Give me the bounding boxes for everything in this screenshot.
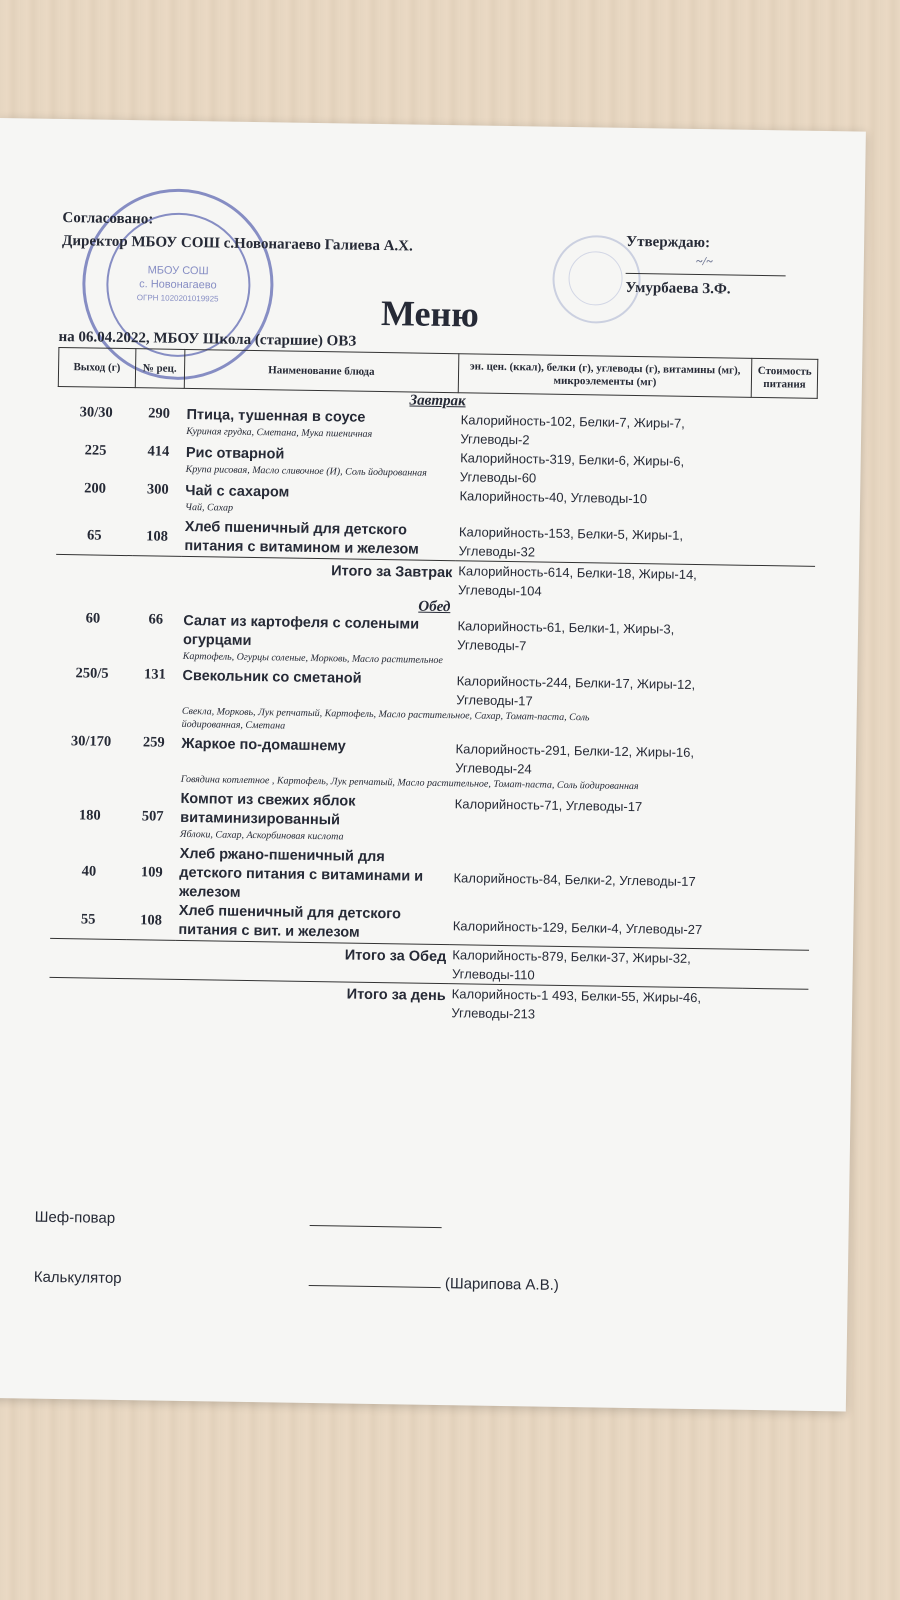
- item-output: 65: [86, 526, 102, 544]
- item-name: Салат из картофеля с солеными огурцами: [182, 612, 420, 650]
- item-cost: [749, 527, 815, 567]
- item-name-cell: [178, 735, 453, 777]
- chef-signature-row: [35, 1207, 442, 1232]
- item-ingredients: Крупа рисовая, Масло сливочное (И), Соль йодированная: [185, 463, 427, 479]
- spacer: [746, 714, 812, 745]
- item-recipe: 300: [146, 481, 169, 498]
- item-nutrition: Калорийность-129, Белки-4, Углеводы-27: [452, 917, 703, 937]
- calculator-signature-row: [34, 1267, 559, 1294]
- section-lunch: Обед: [418, 598, 451, 616]
- signature-mark: ~/~: [695, 253, 713, 269]
- item-nutrition: Калорийность-84, Белки-2, Углеводы-17: [453, 870, 696, 890]
- chef-label: Шеф-повар: [34, 1208, 116, 1227]
- item-name-cell: [181, 518, 456, 561]
- item-ingredients: Куриная грудка, Сметана, Мука пшеничная: [186, 425, 373, 440]
- item-recipe: 108: [140, 911, 163, 929]
- item-output: 55: [80, 910, 96, 928]
- item-ingredients: Говядина котлетное , Картофель, Лук репчатый, Масло растительное, Томат-паста, Соль йодированная: [180, 773, 639, 793]
- calculator-label: Калькулятор: [33, 1268, 122, 1288]
- approved-block: [625, 234, 786, 300]
- item-name: Свекольник со сметаной: [182, 667, 362, 687]
- item-nutrition: Калорийность-71, Углеводы-17: [454, 796, 643, 815]
- director-line: Директор МБОУ СОШ с.Новонагаево Галиева А.Х.: [61, 232, 413, 255]
- item-output: 225: [84, 442, 107, 459]
- breakfast-total-value: Калорийность-614, Белки-18, Жиры-14, Углеводы-104: [455, 561, 749, 604]
- item-output: 250/5: [75, 665, 109, 682]
- spacer: [129, 772, 178, 790]
- item-cost: [746, 676, 812, 715]
- approve-label: Утверждаю:: [626, 233, 711, 252]
- item-name-cell: [179, 667, 454, 709]
- item-recipe: 108: [146, 527, 169, 545]
- approver-name: Умурбаева З.Ф.: [625, 279, 731, 298]
- item-cost: [749, 491, 815, 528]
- item-name: Птица, тушенная в соусе: [186, 406, 366, 426]
- item-name-cell: [175, 902, 450, 945]
- item-name: Хлеб пшеничный для детского питания с вит. и железом: [178, 902, 402, 941]
- item-nutrition: Калорийность-153, Белки-5, Жиры-1, Углеводы-32: [458, 524, 684, 560]
- item-output: 200: [84, 480, 107, 497]
- item-name-cell: [182, 444, 457, 486]
- item-name-cell: [177, 790, 452, 849]
- calculator-sign-line: [309, 1271, 441, 1288]
- spacer: [52, 771, 129, 789]
- item-ingredients: Яблоки, Сахар, Аскорбиновая кислота: [179, 828, 344, 843]
- day-total-value: Калорийность-1 493, Белки-55, Жиры-46, Углеводы-213: [448, 984, 742, 1027]
- item-name: Чай с сахаром: [185, 482, 290, 501]
- menu-table: [48, 347, 818, 1028]
- menu-subtitle: на 06.04.2022, МБОУ Школа (старшие) ОВЗ: [58, 328, 357, 350]
- item-name-cell: [182, 482, 457, 522]
- section-breakfast: Завтрак: [409, 392, 466, 410]
- spacer: [745, 782, 811, 800]
- item-ingredients: Свекла, Морковь, Лук репчатый, Картофель, Масло растительное, Сахар, Томат-паста, Соль йодированная, Сметана: [181, 705, 590, 732]
- stamp-line-1: МБОУ СОШ: [147, 263, 209, 277]
- lunch-total-cost: [742, 949, 808, 989]
- item-output: 40: [81, 863, 97, 880]
- item-name: Хлеб ржано-пшеничный для детского питания с витаминами и железом: [178, 845, 424, 901]
- agreed-label: Согласовано:: [62, 209, 154, 228]
- agreed-block: [62, 207, 413, 259]
- spacer: [129, 704, 179, 735]
- spacer: [53, 703, 130, 734]
- item-ingredients: Чай, Сахар: [185, 501, 234, 514]
- breakfast-total-cost: [748, 565, 814, 605]
- item-name: Жаркое по-домашнему: [181, 735, 346, 755]
- lunch-total-value: Калорийность-879, Белки-37, Жиры-32, Углеводы-110: [449, 945, 743, 989]
- day-total-label: Итого за день: [48, 977, 448, 1022]
- item-name: Хлеб пшеничный для детского питания с витамином и железом: [184, 518, 419, 558]
- item-recipe: 507: [141, 808, 164, 825]
- item-output: 60: [85, 610, 101, 627]
- item-name-cell: [180, 612, 455, 671]
- item-nutrition: Калорийность-40, Углеводы-10: [459, 488, 648, 507]
- item-recipe: 109: [140, 864, 163, 881]
- item-cost: [743, 911, 809, 951]
- item-recipe: 290: [148, 405, 171, 422]
- breakfast-total-label: Итого за Завтрак: [55, 554, 455, 599]
- item-cost: [747, 621, 814, 677]
- item-cost: [750, 453, 816, 492]
- item-output: 30/170: [70, 733, 112, 750]
- stamp-line-2: с. Новонагаево: [139, 277, 217, 291]
- stamp-line-3: ОГРН 1020201019925: [136, 292, 219, 303]
- signature-line: [626, 251, 786, 277]
- item-recipe: 131: [143, 666, 166, 683]
- item-nutrition: Калорийность-319, Белки-6, Жиры-6, Углеводы-60: [459, 450, 685, 486]
- day-total-cost: [741, 988, 807, 1028]
- item-nutrition: Калорийность-244, Белки-17, Жиры-12, Углеводы-17: [456, 673, 696, 709]
- item-ingredients: Картофель, Огурцы соленые, Морковь, Масло растительное: [182, 650, 443, 667]
- item-nutrition: Калорийность-61, Белки-1, Жиры-3, Углеводы-7: [457, 618, 675, 654]
- page-title: Меню: [380, 293, 480, 335]
- item-recipe: 414: [147, 443, 170, 460]
- item-output: 30/30: [79, 404, 113, 421]
- item-nutrition: Калорийность-102, Белки-7, Жиры-7, Углеводы-2: [460, 412, 685, 448]
- item-recipe: 259: [142, 734, 165, 751]
- col-cost: Стоимость питания: [751, 358, 817, 398]
- item-recipe: 66: [148, 611, 164, 628]
- item-name: Компот из свежих яблок витаминизированный: [180, 790, 356, 829]
- item-name-cell: [176, 845, 451, 906]
- col-recipe: № рец.: [135, 349, 185, 389]
- item-cost: [744, 799, 811, 855]
- item-cost: [745, 744, 811, 783]
- chef-sign-line: [310, 1211, 442, 1228]
- item-cost: [751, 415, 817, 454]
- item-cost: [743, 854, 810, 912]
- item-nutrition: Калорийность-291, Белки-12, Жиры-16, Углеводы-24: [455, 741, 695, 777]
- col-output: Выход (г): [58, 347, 135, 387]
- lunch-total-label: Итого за Обед: [49, 938, 450, 983]
- calculator-name: (Шарипова А.В.): [444, 1275, 559, 1294]
- item-name: Рис отварной: [185, 444, 285, 463]
- menu-sheet: [0, 118, 866, 1411]
- item-name-cell: [183, 406, 458, 448]
- col-dish-name: Наименование блюда: [184, 349, 459, 392]
- item-output: 180: [78, 807, 101, 824]
- col-nutrition: эн. цен. (ккал), белки (г), углеводы (г), витамины (мг), микроэлементы (мг): [458, 354, 752, 398]
